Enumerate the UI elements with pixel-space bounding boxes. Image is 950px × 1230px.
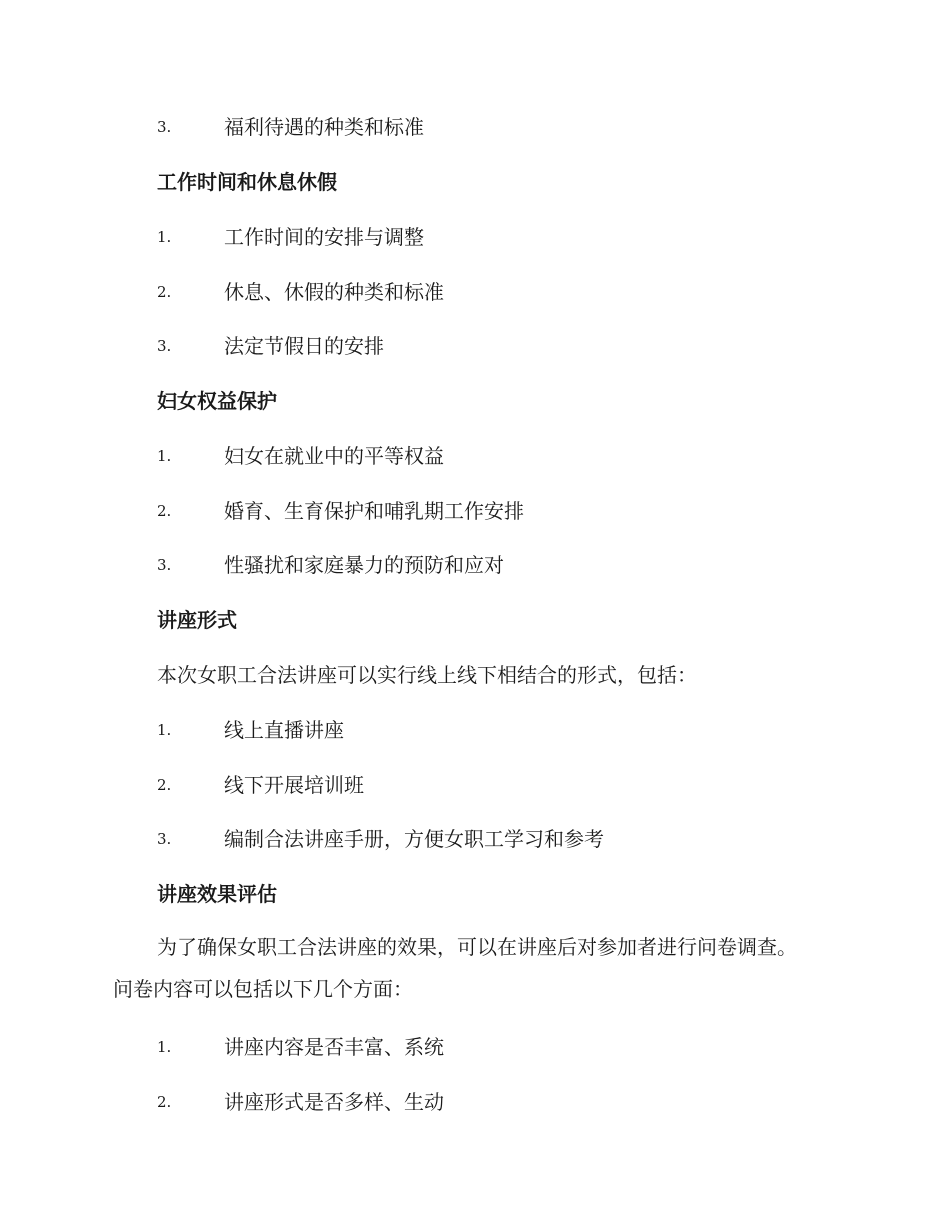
list-number: 3. [157,830,172,848]
section-heading-lecture-format: 讲座形式 [157,608,237,632]
list-item [157,771,364,799]
list-item [157,1033,444,1061]
list-text: 性骚扰和家庭暴力的预防和应对 [224,553,504,577]
list-item [157,278,444,306]
list-number: 2. [157,502,172,520]
section-heading-work-time: 工作时间和休息休假 [157,170,337,194]
list-text: 线上直播讲座 [224,718,344,742]
list-text: 福利待遇的种类和标准 [224,115,424,139]
list-number: 3. [157,118,172,136]
list-text: 线下开展培训班 [224,773,364,797]
list-item [157,825,604,853]
list-number: 2. [157,776,172,794]
list-number: 1. [157,447,172,465]
list-text: 法定节假日的安排 [224,334,384,358]
list-number: 2. [157,1093,172,1111]
list-text: 工作时间的安排与调整 [224,225,424,249]
list-number: 1. [157,721,172,739]
list-number: 3. [157,337,172,355]
list-item [157,223,424,251]
list-item [157,442,444,470]
list-text: 妇女在就业中的平等权益 [224,444,444,468]
list-item [157,1088,444,1116]
list-text: 讲座形式是否多样、生动 [224,1090,444,1114]
list-number: 3. [157,556,172,574]
section-heading-evaluation: 讲座效果评估 [157,882,277,906]
list-item [157,716,344,744]
list-item [157,497,524,525]
list-item [157,332,384,360]
list-number: 1. [157,1038,172,1056]
lecture-format-intro: 本次女职工合法讲座可以实行线上线下相结合的形式，包括： [157,663,697,687]
list-text: 讲座内容是否丰富、系统 [224,1035,444,1059]
evaluation-intro: 为了确保女职工合法讲座的效果，可以在讲座后对参加者进行问卷调查。问卷内容可以包括以下几个方面： [113,935,797,1001]
list-text: 婚育、生育保护和哺乳期工作安排 [224,499,524,523]
list-number: 1. [157,228,172,246]
list-number: 2. [157,283,172,301]
section-heading-women-rights: 妇女权益保护 [157,389,277,413]
list-text: 编制合法讲座手册，方便女职工学习和参考 [224,827,604,851]
list-text: 休息、休假的种类和标准 [224,280,444,304]
list-item [157,113,424,141]
list-item [157,551,504,579]
